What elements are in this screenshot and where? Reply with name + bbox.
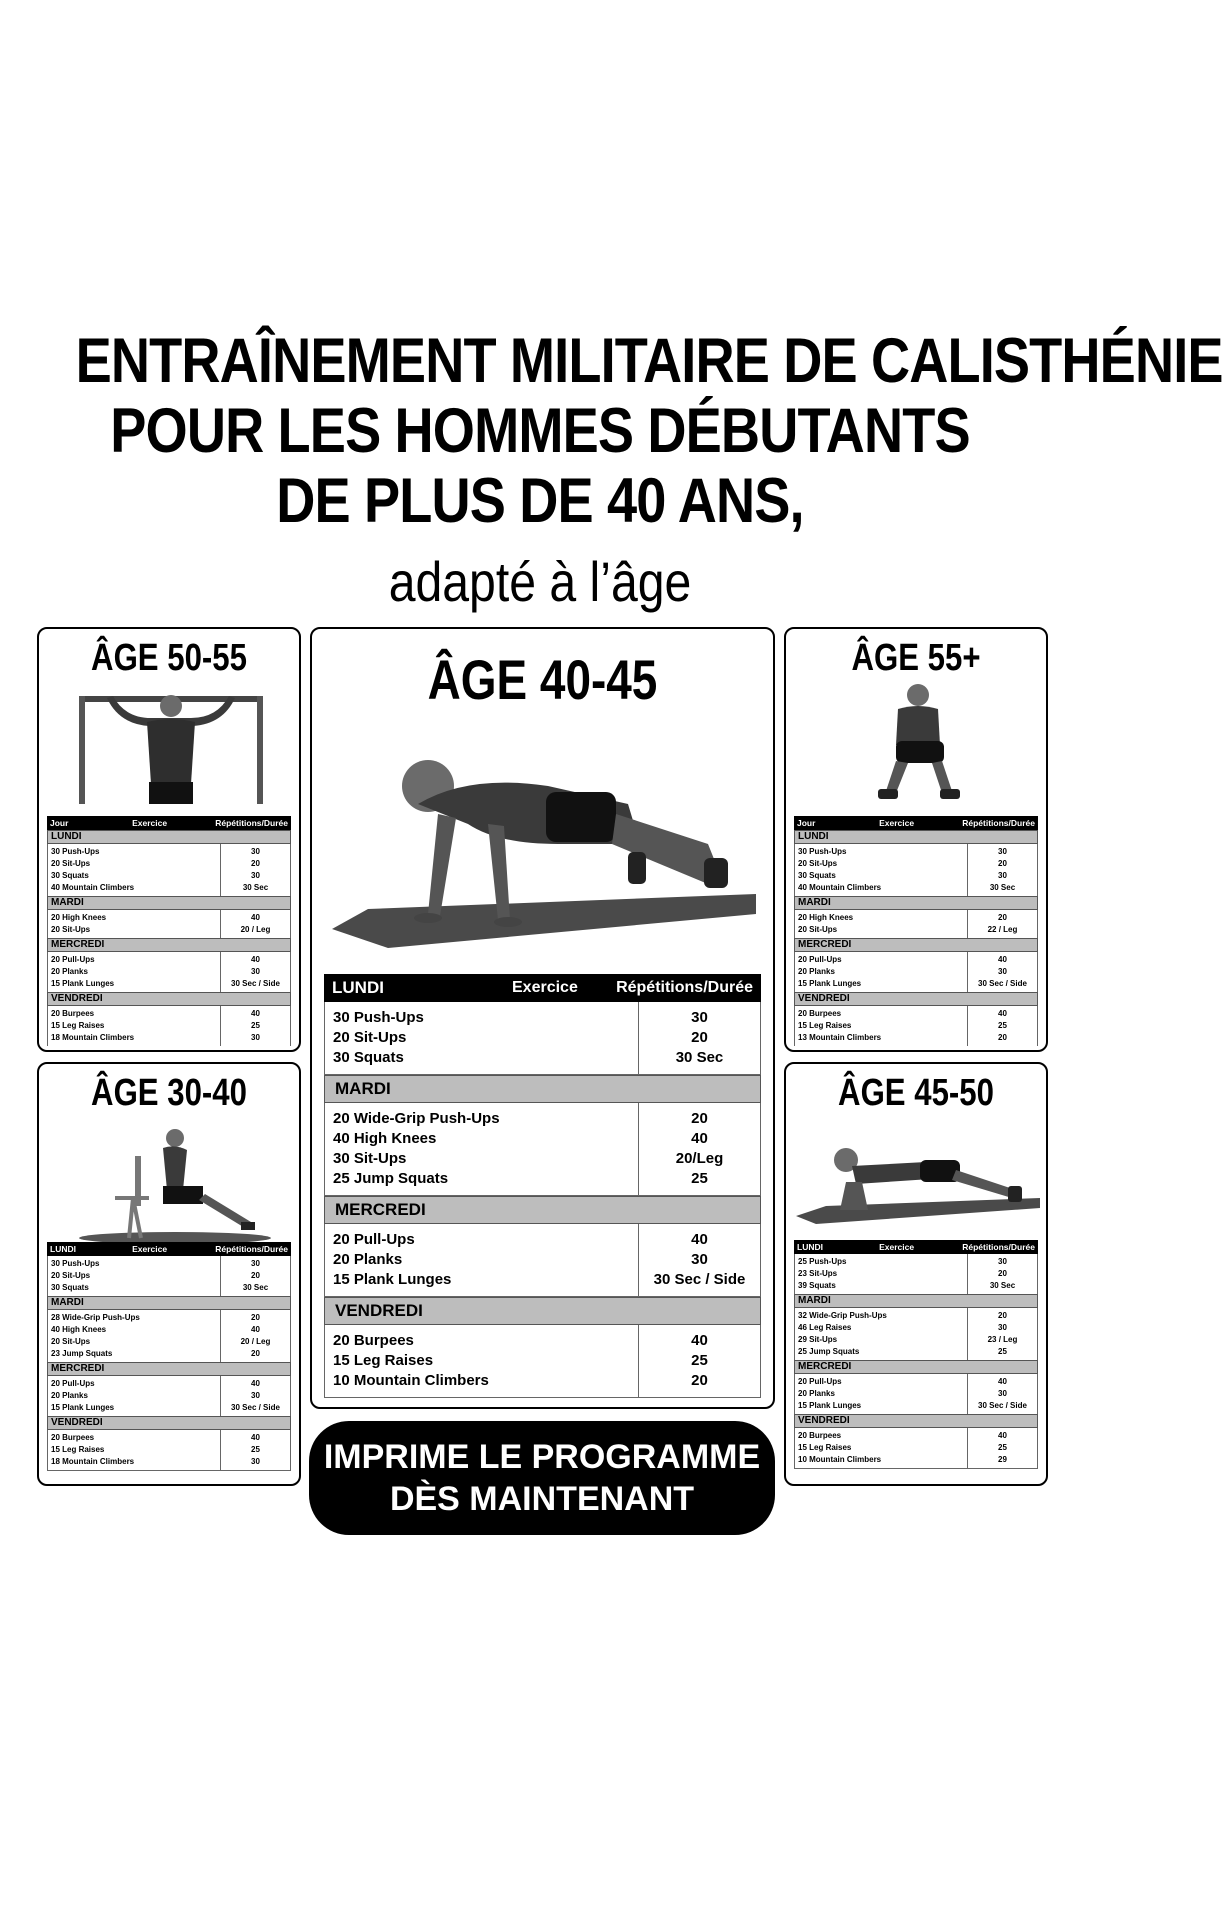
schedule-table <box>47 1242 291 1471</box>
exercise-value: 20 <box>251 1313 260 1322</box>
dip-illustration <box>75 1120 275 1244</box>
exercise-value: 30 <box>251 967 260 976</box>
header-reps: Répétitions/Durée <box>962 818 1035 828</box>
exercise-value: 30 Sec <box>242 1283 269 1292</box>
day-label: MERCREDI <box>47 1362 291 1376</box>
exercise-value: 30 Sec <box>675 1049 724 1066</box>
day-rows <box>794 1308 1038 1360</box>
exercise-value: 25 <box>251 1021 260 1030</box>
exercise-value: 40 <box>998 1377 1007 1386</box>
day-rows <box>324 1325 761 1398</box>
day-rows <box>794 1006 1038 1046</box>
day-label: VENDREDI <box>324 1297 761 1325</box>
card-title: ÂGE 45-50 <box>838 1072 994 1114</box>
title-line-2: POUR LES HOMMES DÉBUTANTS <box>110 396 970 466</box>
exercise-name: 20 Sit-Ups <box>798 925 838 934</box>
schedule-table <box>324 974 761 1398</box>
exercise-value: 20 <box>998 1033 1007 1042</box>
day-label: VENDREDI <box>47 992 291 1006</box>
exercise-name: 20 Burpees <box>798 1431 842 1440</box>
day-rows <box>47 1006 291 1046</box>
exercise-name: 40 High Knees <box>333 1130 437 1147</box>
schedule-table <box>794 816 1038 1046</box>
exercise-value: 30 Sec / Side <box>231 979 280 988</box>
exercise-name: 20 Sit-Ups <box>51 1337 91 1346</box>
exercise-name: 20 Pull-Ups <box>51 1379 95 1388</box>
exercise-value: 30 <box>251 1391 260 1400</box>
exercise-value: 20/Leg <box>675 1150 724 1167</box>
exercise-value: 30 <box>691 1009 708 1026</box>
card-title: ÂGE 50-55 <box>91 637 247 679</box>
exercise-value: 20 <box>998 1269 1007 1278</box>
exercise-name: 40 High Knees <box>51 1325 107 1334</box>
exercise-name: 20 Burpees <box>51 1009 95 1018</box>
card-age-30-40 <box>37 1062 301 1486</box>
exercise-value: 20 <box>691 1372 708 1389</box>
card-age-50-55 <box>37 627 301 1052</box>
exercise-value: 25 <box>691 1170 708 1187</box>
exercise-value: 20 <box>251 1349 260 1358</box>
day-rows <box>794 1374 1038 1414</box>
exercise-name: 20 Burpees <box>333 1332 414 1349</box>
exercise-name: 18 Mountain Climbers <box>51 1033 135 1042</box>
day-label: LUNDI <box>332 978 384 997</box>
exercise-value: 30 <box>998 1323 1007 1332</box>
day-rows <box>47 1430 291 1471</box>
exercise-name: 15 Plank Lunges <box>798 1401 862 1410</box>
day-rows <box>47 1376 291 1416</box>
cta-line-2: DÈS MAINTENANT <box>389 1480 695 1518</box>
page-title <box>75 326 1223 536</box>
exercise-value: 30 <box>251 1033 260 1042</box>
exercise-name: 20 Sit-Ups <box>51 925 91 934</box>
exercise-name: 30 Push-Ups <box>51 1259 100 1268</box>
exercise-name: 30 Push-Ups <box>51 847 100 856</box>
exercise-value: 30 Sec / Side <box>978 1401 1027 1410</box>
exercise-value: 25 <box>251 1445 260 1454</box>
squat-illustration <box>868 681 968 807</box>
exercise-value: 20 <box>691 1029 708 1046</box>
header-day: Jour <box>50 818 69 828</box>
exercise-name: 20 Planks <box>51 1391 88 1400</box>
header-reps: Répétitions/Durée <box>616 979 753 996</box>
exercise-value: 40 <box>691 1231 708 1248</box>
exercise-value: 30 Sec / Side <box>978 979 1027 988</box>
day-label: LUNDI <box>50 1244 76 1254</box>
exercise-value: 20 <box>998 1311 1007 1320</box>
exercise-name: 20 Planks <box>51 967 88 976</box>
day-label: VENDREDI <box>794 1414 1038 1428</box>
day-label: MERCREDI <box>794 1360 1038 1374</box>
day-label: LUNDI <box>47 830 291 844</box>
exercise-name: 15 Leg Raises <box>333 1352 434 1369</box>
exercise-name: 15 Leg Raises <box>51 1021 105 1030</box>
header-exercise: Exercice <box>879 1242 915 1252</box>
exercise-value: 30 <box>251 1259 260 1268</box>
day-rows <box>47 910 291 938</box>
exercise-name: 23 Jump Squats <box>51 1349 113 1358</box>
exercise-name: 20 Burpees <box>798 1009 842 1018</box>
exercise-value: 40 <box>691 1332 708 1349</box>
exercise-value: 20 <box>998 913 1007 922</box>
exercise-name: 20 Planks <box>798 1389 835 1398</box>
exercise-name: 40 Mountain Climbers <box>798 883 882 892</box>
print-program-button[interactable] <box>309 1421 775 1535</box>
exercise-name: 20 Pull-Ups <box>798 1377 842 1386</box>
exercise-name: 15 Plank Lunges <box>51 979 115 988</box>
table-header <box>794 816 1038 830</box>
exercise-name: 15 Leg Raises <box>798 1021 852 1030</box>
header-exercise: Exercice <box>132 1244 168 1254</box>
day-rows <box>794 844 1038 896</box>
exercise-name: 30 Squats <box>798 871 836 880</box>
header-exercise: Exercice <box>132 818 168 828</box>
exercise-value: 30 Sec <box>989 1281 1016 1290</box>
exercise-name: 30 Squats <box>51 1283 89 1292</box>
exercise-value: 40 <box>251 1325 260 1334</box>
day-label: MERCREDI <box>324 1196 761 1224</box>
day-label: MARDI <box>324 1075 761 1103</box>
schedule-table <box>794 1240 1038 1469</box>
exercise-name: 15 Leg Raises <box>51 1445 105 1454</box>
day-label: VENDREDI <box>794 992 1038 1006</box>
exercise-name: 20 Planks <box>798 967 835 976</box>
exercise-name: 20 Pull-Ups <box>333 1231 415 1248</box>
header-day: Jour <box>797 818 816 828</box>
day-rows <box>47 1310 291 1362</box>
exercise-name: 10 Mountain Climbers <box>333 1372 489 1389</box>
day-rows <box>794 1428 1038 1469</box>
exercise-value: 20 / Leg <box>240 925 271 934</box>
table-header <box>324 974 761 1002</box>
push-up-illustration <box>328 734 760 949</box>
day-label: MERCREDI <box>794 938 1038 952</box>
exercise-value: 40 <box>251 955 260 964</box>
exercise-value: 20 <box>998 859 1007 868</box>
exercise-name: 30 Push-Ups <box>798 847 847 856</box>
exercise-value: 25 <box>998 1443 1007 1452</box>
day-rows <box>47 1256 291 1296</box>
exercise-name: 28 Wide-Grip Push-Ups <box>51 1313 140 1322</box>
exercise-value: 40 <box>998 955 1007 964</box>
exercise-name: 25 Push-Ups <box>798 1257 847 1266</box>
exercise-value: 40 <box>998 1431 1007 1440</box>
table-header <box>47 816 291 830</box>
day-rows <box>47 844 291 896</box>
exercise-name: 20 Sit-Ups <box>51 859 91 868</box>
card-age-55-plus <box>784 627 1048 1052</box>
exercise-value: 30 <box>251 871 260 880</box>
exercise-name: 20 High Knees <box>798 913 854 922</box>
exercise-name: 20 Pull-Ups <box>51 955 95 964</box>
exercise-value: 22 / Leg <box>987 925 1018 934</box>
exercise-value: 40 <box>998 1009 1007 1018</box>
exercise-value: 20 <box>251 859 260 868</box>
exercise-name: 30 Sit-Ups <box>333 1150 407 1167</box>
day-label: MARDI <box>47 1296 291 1310</box>
exercise-value: 40 <box>691 1130 708 1147</box>
exercise-name: 20 Pull-Ups <box>798 955 842 964</box>
exercise-name: 15 Plank Lunges <box>333 1271 452 1288</box>
subtitle: adapté à l’âge <box>388 550 692 613</box>
exercise-name: 15 Plank Lunges <box>51 1403 115 1412</box>
exercise-name: 25 Jump Squats <box>798 1347 860 1356</box>
exercise-name: 30 Push-Ups <box>333 1009 424 1026</box>
header-exercise: Exercice <box>512 979 578 996</box>
exercise-value: 23 / Leg <box>987 1335 1018 1344</box>
day-rows <box>794 910 1038 938</box>
exercise-value: 30 Sec / Side <box>231 1403 280 1412</box>
exercise-value: 30 Sec <box>989 883 1016 892</box>
day-rows <box>324 1224 761 1297</box>
exercise-name: 20 Sit-Ups <box>798 859 838 868</box>
exercise-name: 46 Leg Raises <box>798 1323 852 1332</box>
day-label: LUNDI <box>797 1242 823 1252</box>
card-title: ÂGE 30-40 <box>91 1072 247 1114</box>
day-label: MARDI <box>794 1294 1038 1308</box>
exercise-name: 20 High Knees <box>51 913 107 922</box>
exercise-name: 20 Planks <box>333 1251 403 1268</box>
day-label: VENDREDI <box>47 1416 291 1430</box>
exercise-value: 30 <box>691 1251 708 1268</box>
day-rows <box>324 1002 761 1075</box>
cta-line-1: IMPRIME LE PROGRAMME <box>323 1438 761 1476</box>
day-label: MERCREDI <box>47 938 291 952</box>
exercise-name: 20 Sit-Ups <box>333 1029 407 1046</box>
exercise-value: 20 <box>251 1271 260 1280</box>
exercise-value: 29 <box>998 1455 1007 1464</box>
header-reps: Répétitions/Durée <box>215 1244 288 1254</box>
day-rows <box>47 952 291 992</box>
exercise-name: 23 Sit-Ups <box>798 1269 838 1278</box>
exercise-value: 20 <box>691 1110 708 1127</box>
day-rows <box>794 952 1038 992</box>
exercise-value: 40 <box>251 1379 260 1388</box>
exercise-name: 20 Wide-Grip Push-Ups <box>333 1110 500 1127</box>
exercise-name: 20 Sit-Ups <box>51 1271 91 1280</box>
exercise-name: 30 Squats <box>333 1049 404 1066</box>
exercise-value: 30 <box>998 1389 1007 1398</box>
exercise-value: 30 <box>251 1457 260 1466</box>
day-label: LUNDI <box>794 830 1038 844</box>
exercise-value: 20 / Leg <box>240 1337 271 1346</box>
exercise-value: 30 <box>251 847 260 856</box>
header-reps: Répétitions/Durée <box>215 818 288 828</box>
plank-illustration <box>796 1132 1040 1224</box>
day-rows <box>794 1254 1038 1294</box>
exercise-name: 15 Plank Lunges <box>798 979 862 988</box>
card-age-45-50 <box>784 1062 1048 1486</box>
exercise-name: 39 Squats <box>798 1281 836 1290</box>
exercise-value: 40 <box>251 1009 260 1018</box>
exercise-value: 30 Sec <box>242 883 269 892</box>
title-line-1: ENTRAÎNEMENT MILITAIRE DE CALISTHÉNIE <box>75 326 1223 396</box>
card-title: ÂGE 55+ <box>851 637 981 679</box>
exercise-name: 29 Sit-Ups <box>798 1335 838 1344</box>
exercise-value: 30 <box>998 1257 1007 1266</box>
exercise-value: 30 <box>998 847 1007 856</box>
day-rows <box>324 1103 761 1196</box>
day-label: MARDI <box>794 896 1038 910</box>
table-header <box>47 1242 291 1256</box>
table-header <box>794 1240 1038 1254</box>
exercise-value: 30 <box>998 871 1007 880</box>
exercise-value: 30 <box>998 967 1007 976</box>
exercise-value: 25 <box>998 1021 1007 1030</box>
schedule-table <box>47 816 291 1046</box>
exercise-name: 15 Leg Raises <box>798 1443 852 1452</box>
pull-up-illustration <box>79 684 263 804</box>
card-title: ÂGE 40-45 <box>427 648 658 711</box>
exercise-value: 25 <box>691 1352 708 1369</box>
title-line-3: DE PLUS DE 40 ANS, <box>276 466 804 536</box>
header-exercise: Exercice <box>879 818 915 828</box>
day-label: MARDI <box>47 896 291 910</box>
exercise-value: 25 <box>998 1347 1007 1356</box>
exercise-name: 13 Mountain Climbers <box>798 1033 882 1042</box>
exercise-name: 30 Squats <box>51 871 89 880</box>
exercise-value: 40 <box>251 913 260 922</box>
exercise-name: 18 Mountain Climbers <box>51 1457 135 1466</box>
header-reps: Répétitions/Durée <box>962 1242 1035 1252</box>
exercise-name: 32 Wide-Grip Push-Ups <box>798 1311 887 1320</box>
exercise-value: 40 <box>251 1433 260 1442</box>
card-age-40-45 <box>310 627 775 1409</box>
exercise-name: 25 Jump Squats <box>333 1170 449 1187</box>
exercise-name: 20 Burpees <box>51 1433 95 1442</box>
exercise-name: 40 Mountain Climbers <box>51 883 135 892</box>
exercise-value: 30 Sec / Side <box>653 1271 746 1288</box>
exercise-name: 10 Mountain Climbers <box>798 1455 882 1464</box>
